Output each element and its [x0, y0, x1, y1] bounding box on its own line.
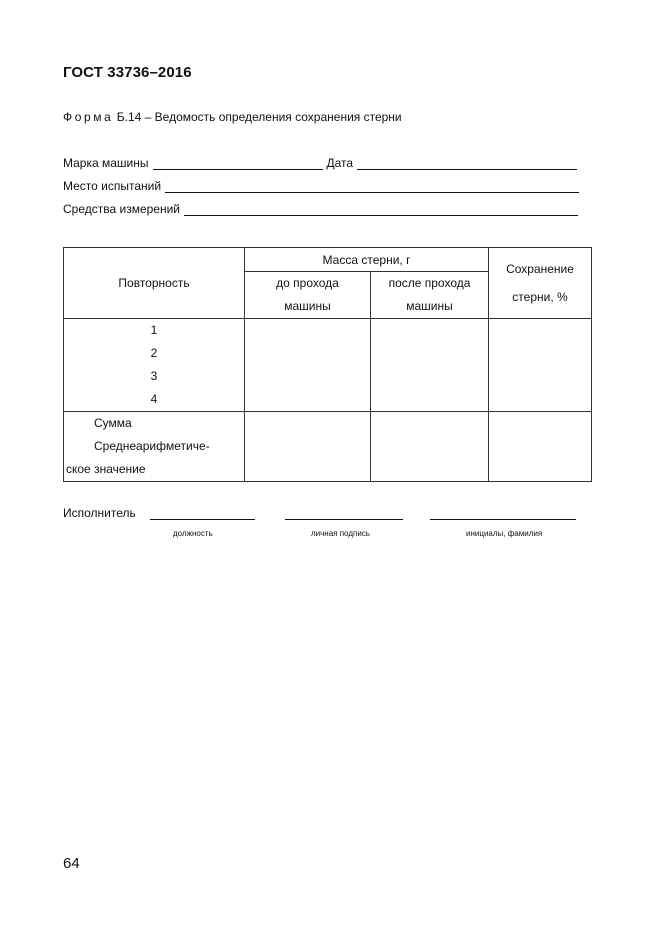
- test-place-line[interactable]: [165, 180, 579, 193]
- test-place-row: [63, 177, 579, 193]
- date-label: Дата: [326, 156, 354, 170]
- header-repeat: Повторность: [64, 248, 245, 319]
- measuring-tools-row: [63, 200, 578, 216]
- table-row: [64, 319, 592, 412]
- position-line[interactable]: [150, 518, 255, 520]
- signature-line[interactable]: [285, 518, 403, 520]
- header-after-line1: после прохода: [388, 276, 471, 290]
- measuring-tools-label: Средства измерений: [63, 202, 181, 216]
- preserve-summary-cell[interactable]: [489, 412, 592, 482]
- before-summary-cell[interactable]: [245, 412, 371, 482]
- form-caption-prefix: Форма: [63, 110, 114, 124]
- table-row: [64, 412, 592, 482]
- before-values-cell[interactable]: [245, 319, 371, 412]
- machine-brand-label: Марка машины: [63, 156, 149, 170]
- header-before: [245, 272, 371, 319]
- name-line[interactable]: [430, 518, 576, 520]
- header-after: [371, 272, 489, 319]
- mean-label-line2: ское значение: [66, 462, 146, 476]
- repeat-number: 1: [150, 323, 158, 337]
- position-caption: должность: [173, 529, 213, 538]
- repeat-number: 2: [150, 346, 158, 360]
- mean-label-line1: Среднеарифметиче-: [94, 439, 210, 453]
- page-number: 64: [63, 855, 80, 872]
- after-summary-cell[interactable]: [371, 412, 489, 482]
- header-preserve-line1: Сохранение: [506, 262, 574, 276]
- header-preserve-line2: стерни, %: [512, 290, 568, 304]
- machine-brand-line[interactable]: [153, 157, 323, 170]
- summary-labels-cell: [64, 412, 245, 482]
- date-line[interactable]: [357, 157, 577, 170]
- machine-brand-row: [63, 154, 577, 170]
- executor-label: Исполнитель: [63, 506, 136, 520]
- measuring-tools-line[interactable]: [184, 203, 578, 216]
- header-after-line2: машины: [406, 299, 453, 313]
- header-before-line1: до прохода: [276, 276, 339, 290]
- test-place-label: Место испытаний: [63, 179, 162, 193]
- header-before-line2: машины: [284, 299, 331, 313]
- stubble-table: [63, 247, 592, 482]
- sum-label: Сумма: [94, 416, 132, 430]
- document-code: ГОСТ 33736–2016: [63, 64, 192, 81]
- header-preserve: [489, 248, 592, 319]
- after-values-cell[interactable]: [371, 319, 489, 412]
- repeat-number: 3: [150, 369, 158, 383]
- signature-caption: личная подпись: [311, 529, 370, 538]
- repeat-number: 4: [150, 392, 158, 406]
- repeat-numbers-cell: [64, 319, 245, 412]
- header-mass-group: Масса стерни, г: [245, 248, 489, 272]
- preserve-values-cell[interactable]: [489, 319, 592, 412]
- name-caption: инициалы, фамилия: [466, 529, 543, 538]
- form-caption: [63, 110, 402, 124]
- form-caption-text: Б.14 – Ведомость определения сохранения стерни: [116, 110, 402, 124]
